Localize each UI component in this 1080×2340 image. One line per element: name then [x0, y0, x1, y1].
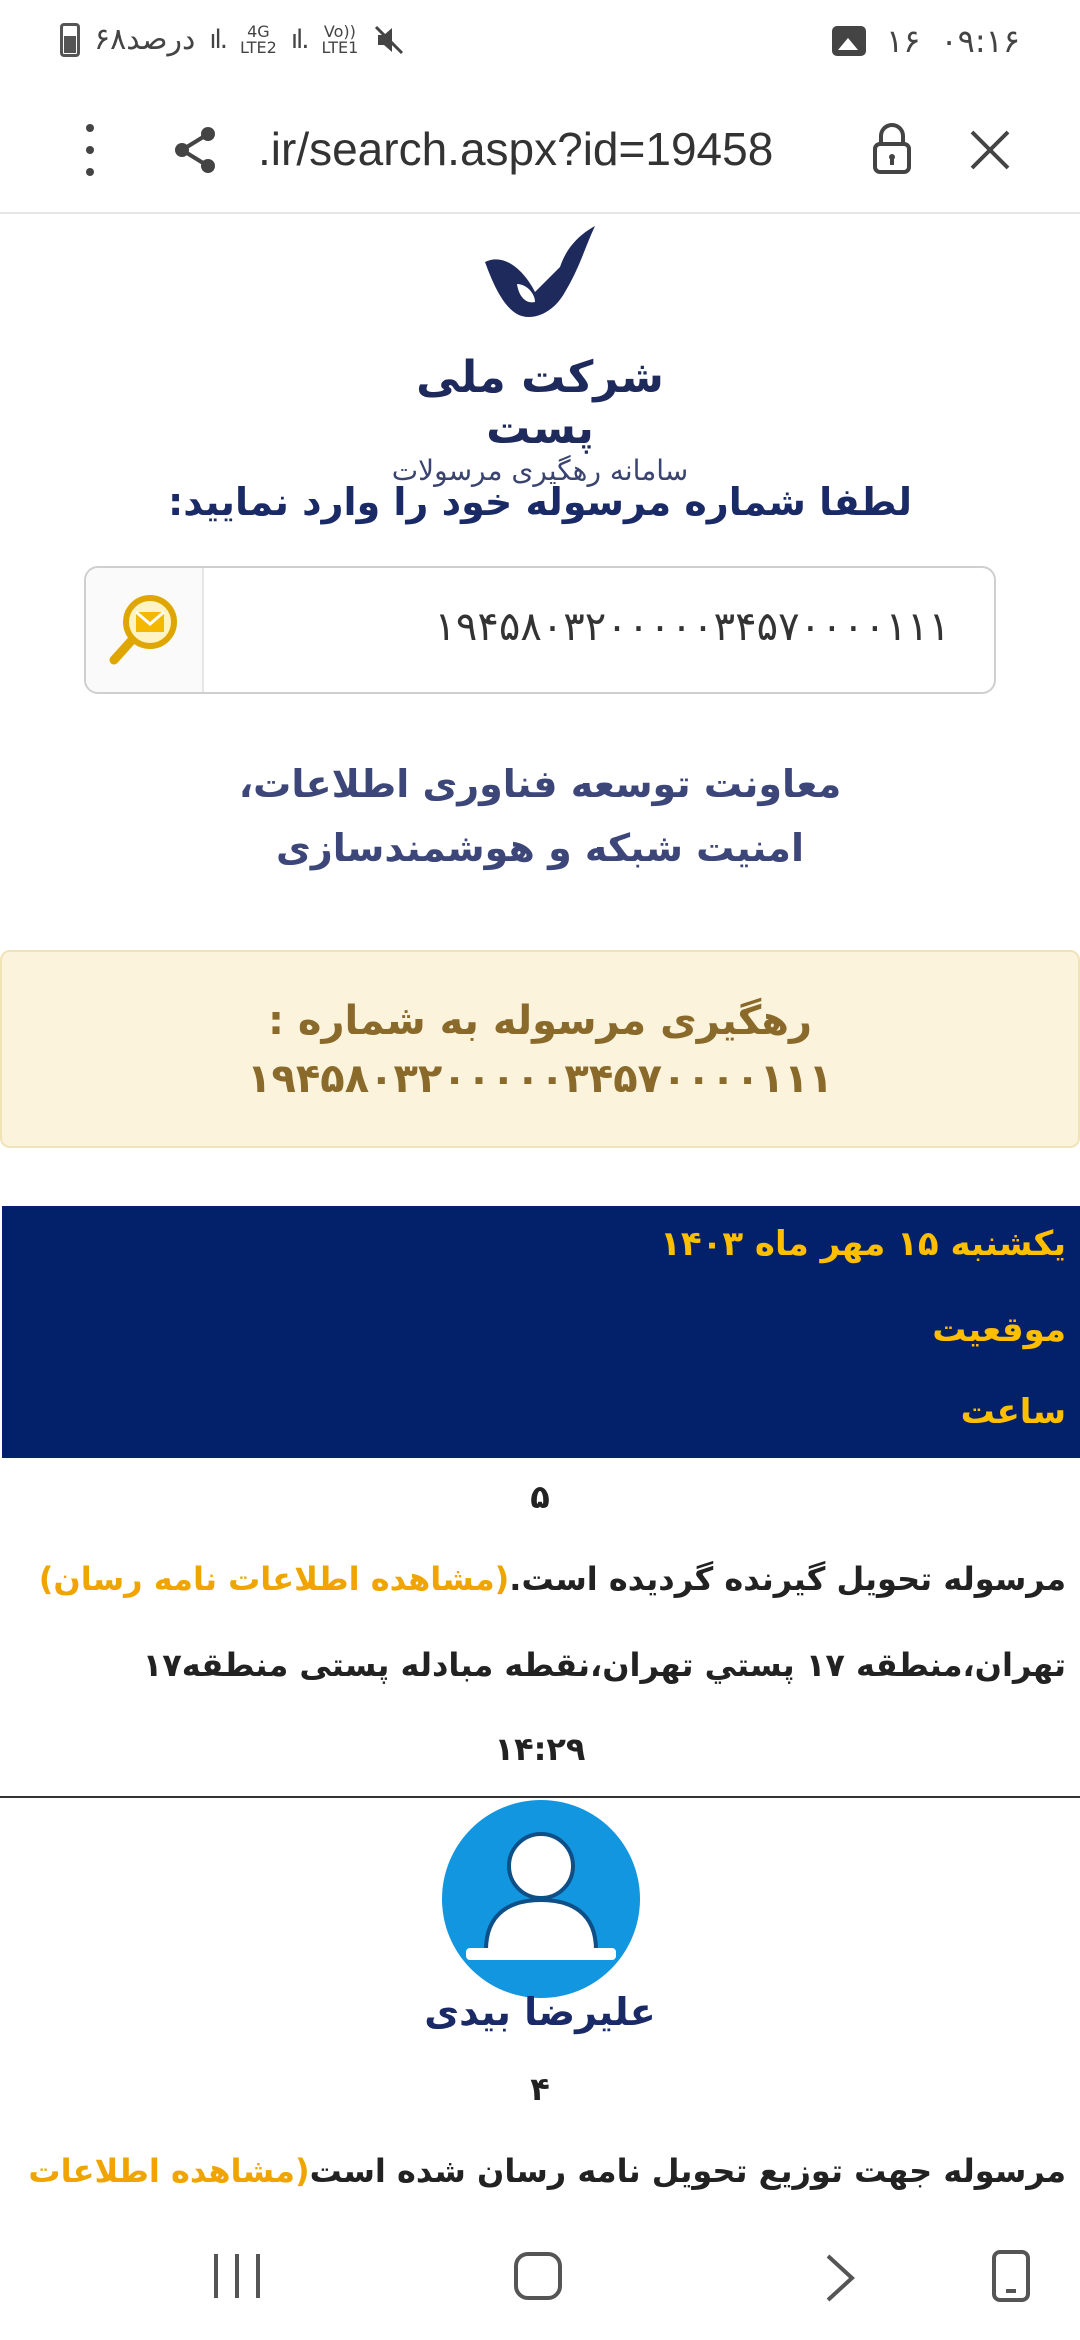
tracking-search-box [84, 566, 996, 694]
view-postman-info-link[interactable]: (مشاهده اطلاعات [28, 2152, 310, 2190]
department-line-1: معاونت توسعه فناوری اطلاعات، [238, 762, 842, 806]
status-bar [0, 0, 1080, 86]
department-info [0, 752, 1080, 880]
lock-icon[interactable] [870, 120, 914, 176]
network-indicator-2 [321, 21, 359, 57]
search-mail-icon [86, 568, 204, 692]
step-status-text: مرسوله تحویل گیرنده گردیده است. [509, 1560, 1066, 1598]
status-left [60, 22, 406, 57]
step-location: تهران،منطقه ۱۷ پستي تهران،نقطه مبادله پستی منطقه۱۷ [142, 1646, 1066, 1684]
step-status [0, 1560, 1080, 1598]
step-status-text: مرسوله جهت توزیع تحویل نامه رسان شده است [309, 2152, 1066, 2190]
share-icon[interactable] [168, 122, 224, 178]
back-button[interactable] [820, 2250, 860, 2306]
post-bird-logo [465, 222, 615, 342]
tracking-number-input[interactable]: ۱۹۴۵۸۰۳۲۰۰۰۰۰۳۴۵۷۰۰۰۰۱۱۱ [434, 604, 950, 650]
tracking-prompt: لطفا شماره مرسوله خود را وارد نمایید: [168, 480, 912, 524]
more-options-icon[interactable] [70, 124, 110, 176]
step-status [0, 2152, 1080, 2190]
battery-text: ۶۸درصد [94, 22, 196, 57]
home-button[interactable] [514, 2252, 562, 2300]
date-panel [2, 1206, 1080, 1458]
network-2-label: Vo)) [323, 21, 356, 41]
system-nav-bar [0, 2232, 1080, 2340]
step-index: ۵ [530, 1478, 550, 1516]
network-2-sub: LTE1 [321, 37, 359, 57]
signal-icon: ıl. [209, 24, 227, 55]
status-time: ۰۹:۱۶ [940, 22, 1020, 60]
url-field[interactable]: .ir/search.aspx?id=19458 [258, 123, 774, 175]
status-right [832, 22, 1020, 60]
tracking-header [0, 950, 1080, 1148]
status-date: ۱۶ [886, 22, 921, 60]
postman-name: علیرضا بیدی [424, 1990, 656, 2034]
step-time: ۱۴:۲۹ [494, 1730, 586, 1768]
time-label: ساعت [960, 1392, 1066, 1432]
signal-icon: ıl. [290, 24, 308, 55]
network-indicator-1 [240, 21, 277, 57]
recent-apps-button[interactable] [214, 2254, 260, 2298]
close-icon[interactable] [962, 122, 1018, 178]
step-index: ۴ [530, 2070, 550, 2108]
network-1-sub: LTE2 [240, 37, 277, 57]
post-logo [360, 222, 720, 487]
gallery-notification-icon [832, 26, 866, 56]
view-postman-info-link[interactable]: (مشاهده اطلاعات نامه رسان) [38, 1560, 510, 1598]
department-line-2: امنیت شبکه و هوشمندسازی [276, 826, 804, 870]
logo-company-name: شرکت ملی پست [416, 352, 664, 454]
keyboard-toggle-button[interactable] [992, 2250, 1030, 2302]
network-1-label: 4G [247, 21, 270, 41]
tracking-title: رهگیری مرسوله به شماره : [267, 998, 813, 1044]
postman-avatar [442, 1800, 640, 1998]
user-icon [442, 1800, 640, 1998]
divider [0, 1796, 1080, 1798]
logo-subtitle: سامانه رهگیری مرسولات [391, 454, 689, 487]
battery-icon [60, 23, 80, 57]
browser-toolbar [0, 86, 1080, 214]
tracking-number: ۱۹۴۵۸۰۳۲۰۰۰۰۰۳۴۵۷۰۰۰۰۱۱۱ [247, 1056, 833, 1102]
search-button[interactable] [86, 568, 204, 692]
location-label: موقعیت [932, 1310, 1066, 1350]
mute-icon [372, 23, 406, 57]
date-label: یکشنبه ۱۵ مهر ماه ۱۴۰۳ [660, 1224, 1066, 1264]
